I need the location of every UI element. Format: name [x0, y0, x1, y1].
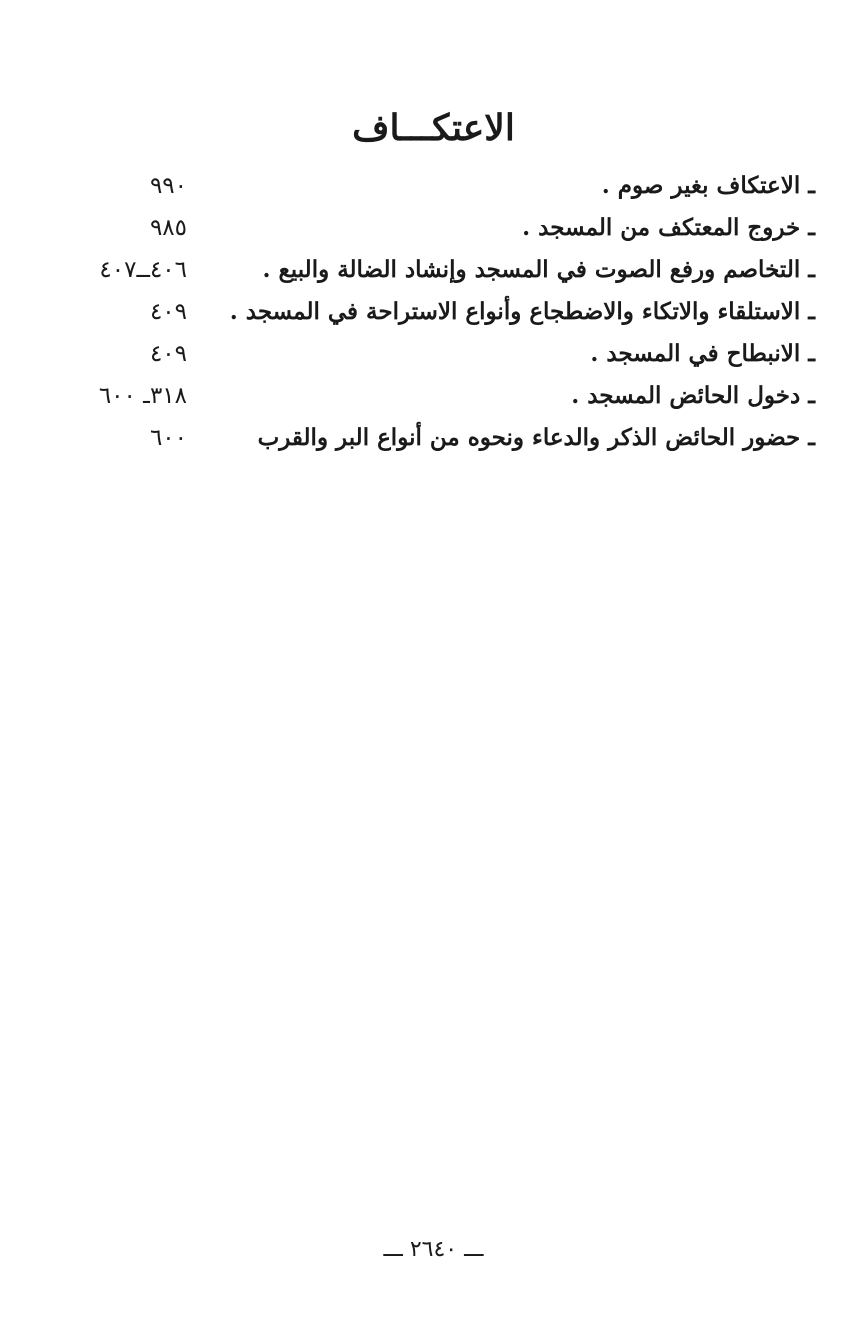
entry-page-numbers: ٣١٨ـ ٦٠٠	[98, 383, 187, 409]
index-entry	[40, 249, 815, 291]
entry-text: ـ الاستلقاء والاتكاء والاضطجاع وأنواع الاستراحة في المسجد .	[229, 298, 815, 325]
entry-page-numbers: ٤٠٦ــ٤٠٧	[99, 257, 187, 283]
entry-page-numbers: ٦٠٠	[149, 425, 187, 451]
page-number: ـــ ٢٦٤٠ ـــ	[383, 1237, 484, 1262]
index-entry	[40, 417, 815, 459]
entry-page-numbers: ٩٨٥	[149, 215, 187, 241]
entry-text: ـ دخول الحائض المسجد .	[571, 382, 815, 409]
index-entry-list	[40, 165, 815, 459]
index-entry	[40, 165, 815, 207]
index-entry	[40, 375, 815, 417]
entry-page-numbers: ٩٩٠	[149, 173, 187, 199]
page-title: الاعتكـــاف	[352, 107, 515, 149]
entry-text: ـ خروج المعتكف من المسجد .	[522, 214, 815, 241]
index-entry	[40, 333, 815, 375]
entry-text: ـ الاعتكاف بغير صوم .	[601, 172, 815, 199]
entry-page-numbers: ٤٠٩	[149, 299, 187, 325]
entry-text: ـ حضور الحائض الذكر والدعاء ونحوه من أنواع البر والقرب	[257, 424, 815, 451]
entry-text: ـ التخاصم ورفع الصوت في المسجد وإنشاد الضالة والبيع .	[262, 256, 815, 283]
index-entry	[40, 291, 815, 333]
index-entry	[40, 207, 815, 249]
entry-page-numbers: ٤٠٩	[149, 341, 187, 367]
entry-text: ـ الانبطاح في المسجد .	[590, 340, 815, 367]
